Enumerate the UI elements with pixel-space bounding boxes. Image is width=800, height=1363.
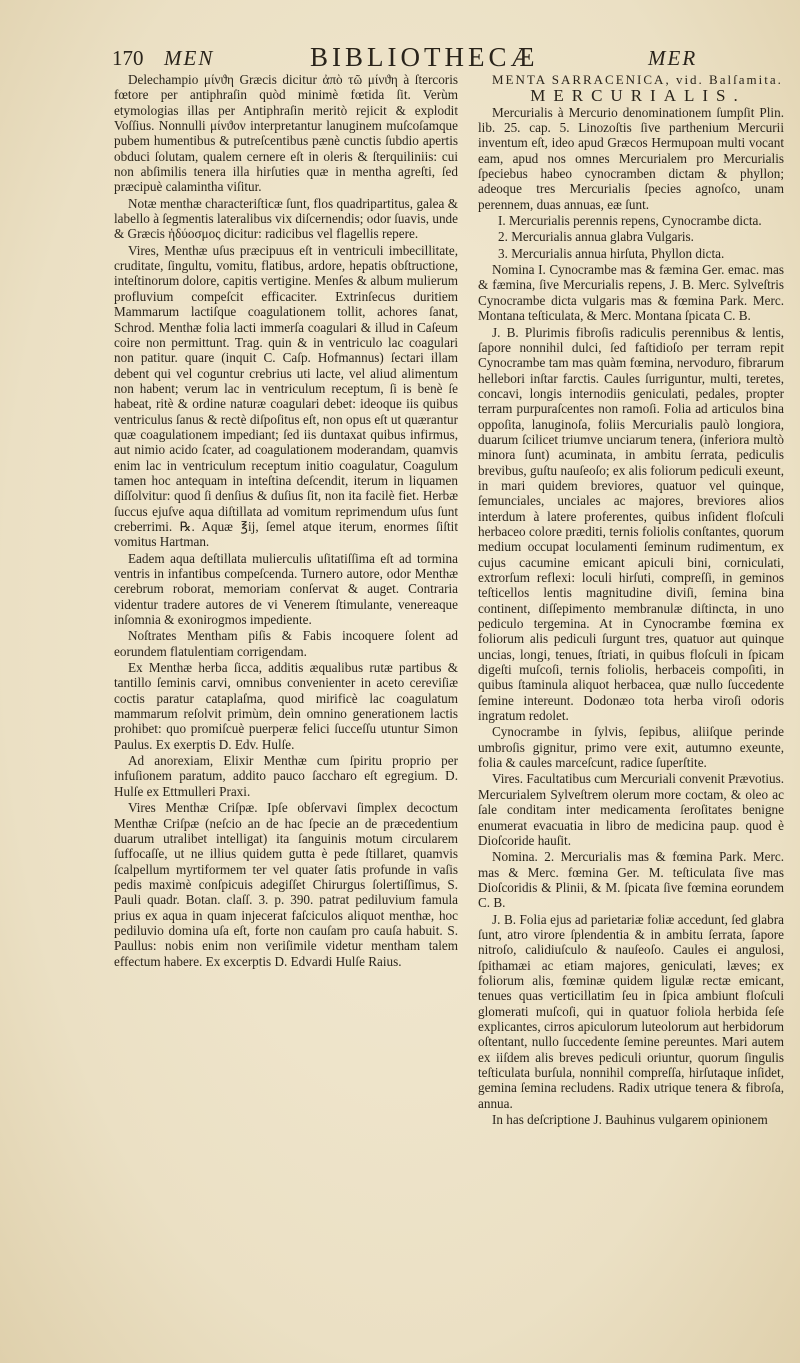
running-head-center: BIBLIOTHECÆ xyxy=(310,42,539,72)
right-paragraph: Nomina. 2. Mercurialis mas & fœmina Park. Merc. mas & Merc. fœmina Ger. M. teſticulata ſive mas Dioſcoridis & Plinii, & M. ſpicata ſive fœmina eorundem C. B. xyxy=(478,849,784,911)
right-paragraph: J. B. Plurimis fibroſis radiculis perennibus & lentis, ſapore nonnihil dulci, ſed faſtidioſo per terram repit Cynocrambe tam mas quàm fœmina, nervoduro, fibrarum hellebori inſtar farctis. Caules ſurriguntur, multi, teretes, concavi, longis internodiis geniculati, pedales, propter terram purpuraſcentes non ramoſi. Folia ad articulos bina oppoſita, lanuginoſa, foliis Mercurialis paulò longiora, duarum ſcilicet triumve unciarum tenera, (inferiora multò minora ſunt) acuminata, in ambitu ſerrata, pediculis brevibus, guſtu nauſeoſo; ex alis foliorum pediculi exeunt, in mari quidem breviores, quatuor vel quinque, ſemunciales, unciales ac majores, breviores alios interdum à latere proferentes, quibus inſident floſculi herbaceo colore præditi, ternis foliolis conſtantes, quorum medium occupat loculamenti ſeminum rudimentum, ex cujus cacumine emicant apiculi bini, corniculati, extrorſum reflexi: loculi hirſuti, compreſſi, in geminos teſticellos lentis magnitudine diviſi, ſemina bina continent, diſſepimento membranulæ diſtincta, in uno pediculo tergemina. At in Cynocrambe fœmina ex foliorum alis pediculi ſurgunt tres, quatuor aut quinque uncias, longi, tenues, ſtriati, in quibus floſculi in ſpicam digeſti muſcoſi, ternis foliolis, herbaceis compoſiti, in quibus ſtaminula aliquot herbacea, quæ nullo ſuccedente ſemine intereunt. Dodonæo tota herba viroſi odoris ingratum redolet. xyxy=(478,324,784,724)
running-header xyxy=(112,42,782,72)
right-column xyxy=(478,72,784,1128)
right-paragraph: In has deſcriptione J. Bauhinus vulgarem opinionem xyxy=(492,1112,768,1128)
page-number: 170 xyxy=(112,46,144,70)
left-paragraph: Vires Menthæ Criſpæ. Ipſe obſervavi ſimplex decoctum Menthæ Criſpæ (neſcio an de hac ſpecie an de præcedentium duarum utralibet intelligat) ita ſanguinis motum circularem ſuffocaſſe, ut ne illius quidem gutta è pede ſtillaret, quamvis ſcalpellum myrtiformem ter vel quater ſatis profunde in vaſis pedis maximè conſpicuis adegiſſet Chirurgus ſolertiſſimus, S. Pauli quadr. Botan. claſſ. 3. p. 390. patrat pediluvium famula prius ex aqua in quam injecerat faſciculos aliquot menthæ, hoc pediluvio domina uſa eſt, forte non cauſam pro cauſa habuit. S. Paullus: nobis enim non veriſimile videtur mentham talem effectum habere. Ex excerptis D. Edvardi Hulſe Raius. xyxy=(114,800,458,969)
left-paragraph: Ex Menthæ herba ſicca, additis æqualibus rutæ partibus & tantillo ſeminis carvi, omnibus convenienter in aceto cereviſiæ coctis paratur cataplaſma, quod mirificè lac coagulatum mammarum reſolvit primùm, deìn omnino generationem lactis prohibet: quo promiſcuè puerperæ felici ſucceſſu utuntur Simon Paulus. Ex exerptis D. Edv. Hulſe. xyxy=(114,660,458,752)
left-paragraph: Noſtrates Mentham piſis & Fabis incoquere ſolent ad eorundem flatulentiam corrigendam. xyxy=(114,628,458,659)
species-item: 3. Mercurialis annua hirſuta, Phyllon dicta. xyxy=(498,245,725,261)
section-title: MERCURIALIS. xyxy=(530,86,746,106)
species-item: 2. Mercurialis annua glabra Vulgaris. xyxy=(498,229,694,245)
left-paragraph: Delechampio μίνϑη Græcis dicitur ἀπὸ τῶ μίνϑη à ſtercoris fœtore per antiphraſin quòd minimè fœtida ſit. Verùm etymologias illas per Antiphraſin meritò rejicit & explodit Voſſius. Nonnulli μίνϑον interpretantur lanuginem muſcoſamque pubem humentibus & putreſcentibus pænè cunctis ſubdio apertis obduci ſolutam, qualem cernere eſt in oleris & ſterquiliniis: cui non abſimilis tenera illa hirſuties quæ in mentha agreſti, ſed præcipuè calamintha viſitur. xyxy=(114,72,458,195)
left-paragraph: Notæ menthæ characteriſticæ ſunt, flos quadripartitus, galea & labello à ſegmentis lateralibus vix diſcernendis; odor ſuavis, unde & Græcis ἡδύοσμος dicitur: radicibus vel flagellis repere. xyxy=(114,195,458,242)
left-paragraph: Eadem aqua deſtillata mulierculis uſitatiſſima eſt ad tormina ventris in infantibus compeſcenda. Turnero autore, odor Menthæ cerebrum roborat, memoriam conſervat & auget. Contraria videntur tradere autores de vi Venerem ſtimulante, venereaque inſomnia & exonirogmos impediente. xyxy=(114,550,458,628)
right-intro: Mercurialis à Mercurio denominationem ſumpſit Plin. lib. 25. cap. 5. Linozoſtis ſive parthenium Mercurii inventum eſt, ideo apud Græcos Hermupoan multi vocant eam, apud nos omnes Mercurialem pro Mercurialis ſpeciebus habeo cynocramben dictam & phyllon; adeoque tres Mercurialis ſpecies agnoſco, unam perennem, duas annuas, eæ ſunt. xyxy=(478,104,784,212)
left-paragraph: Vires, Menthæ uſus præcipuus eſt in ventriculi imbecillitate, cruditate, ſingultu, vomitu, flatibus, ardore, hepatis obſtructione, inteſtinorum dolore, capitis vertigine. Menſes & album mulierum profluvium compeſcit efficaciter. Extrinſecus duritiem Mammarum lactiſque coagulationem tollit, achores ſanat, Schrod. Menthæ folia lacti immerſa coagulari & illud in Caſeum coire non permittunt. Trag. quin & in ventriculo lac coagulari non patitur. quare (inquit C. Caſp. Hofmannus) ſectari illam debent qui vel coguntur crebrius uti lacte, vel aliud alimentum non habent; verum lac in ventriculum receptum, ſi is benè ſe habeat, ritè & ordine naturæ coagulari debet: ideoque iis quibus ventriculus ſanus & rectè diſpoſitus eſt, non opus eſt ut quærantur quæ coagulationem impediant; ſed iis duntaxat quibus infirmus, aut nimio acido ſcater, ad coagulationem moderandam, quamvis enim lac in ventriculum receptum initio coagulatur, Coagulum tamen hoc antequam in inteſtina deſcendit, iterum in liquamen diſſolvitur: quod ſi denſius & duſius ſit, non ita facilè fiet. Herbæ ſuccus ejuſve aqua diſtillata ad vomitum reprimendum uſus ſunt creberrimi. ℞. Aquæ ℥ij, ſemel atque iterum, enormes ſiſtit vomitus Hartman. xyxy=(114,242,458,550)
left-column xyxy=(114,72,458,970)
right-paragraph: Vires. Facultatibus cum Mercuriali convenit Prævotius. Mercurialem Sylveſtrem olerum more coctam, & oleo ac ſale conditam inter medicamenta ſeroſitates benigne enumerat evacuatia in libro de medicina paup. quod è Dioſcoride hauſit. xyxy=(478,771,784,848)
cross-reference-line: MENTA SARRACENICA, vid. Balſamita. xyxy=(492,72,783,87)
left-paragraph: Ad anorexiam, Elixir Menthæ cum ſpiritu proprio per infuſionem paratum, addito pauco ſaccharo eſt egregium. D. Hulſe ex Ettmulleri Praxi. xyxy=(114,753,458,799)
right-paragraph: J. B. Folia ejus ad parietariæ foliæ accedunt, ſed glabra ſunt, atro virore ſplendentia & in ambitu ſerrata, ſapore nitroſo, calidiuſculo & nauſeoſo. Caules ei angulosi, ſpithamæi ac etiam majores, geniculati, læves; ex foliorum alis, fœminæ quidem ligulæ rectæ emicant, tenues quas verticillatim ſeu in ſpica ambiunt floſculi glomerati muſcoſi, qui in quatuor foliola herbida ſeſe explicantes, cirros apiculorum luteolorum aut herbidorum oſtentant, nullo ſuccedente ſemine pereuntes. Mari autem ex iiſdem alis breves pediculi oriuntur, quorum ſingulis teſticulata burſula, nonnihil compreſſa, hirſutaque inſidet, gemina ſemina recludens. Radix utrique tenera & fibroſa, annua. xyxy=(478,911,784,1111)
species-item: I. Mercurialis perennis repens, Cynocrambe dicta. xyxy=(498,213,762,229)
running-head-right: MER xyxy=(648,46,698,70)
right-paragraph: Nomina I. Cynocrambe mas & fæmina Ger. emac. mas & fæmina, ſive Mercurialis repens, J. B. Merc. Sylveſtris Cynocrambe dicta vulgaris mas & fœmina Park. Merc. Montana teſticulata, & Merc. Montana ſpicata C. B. xyxy=(478,262,784,324)
running-head-left: MEN xyxy=(164,46,215,70)
right-paragraph: Cynocrambe in ſylvis, ſepibus, aliiſque perinde umbroſis gignitur, primo vere exit, autumno exeunte, folia & caules marceſcunt, radice ſuperſtite. xyxy=(478,724,784,771)
